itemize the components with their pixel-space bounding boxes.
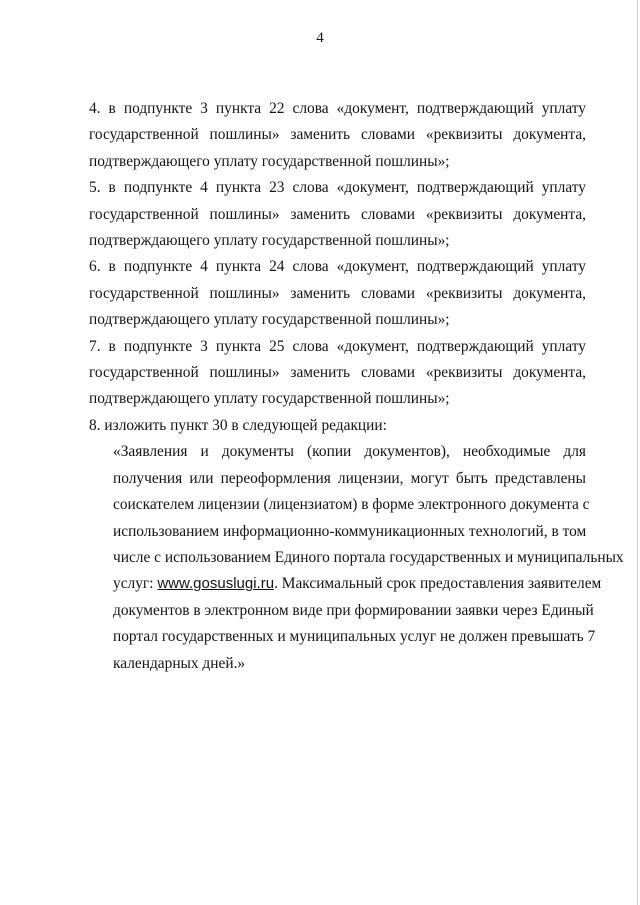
scan-edge-line xyxy=(637,0,638,905)
text-line: 8. изложить пункт 30 в следующей редакции: xyxy=(89,416,387,434)
text-line-with-link xyxy=(89,571,602,597)
text-line: государственной пошлины» заменить словами «реквизиты документа, xyxy=(89,364,586,382)
text-line: 4. в подпункте 3 пункта 22 слова «документ, подтверждающий уплату xyxy=(89,100,586,117)
text-line: «Заявления и документы (копии документов), необходимые для xyxy=(113,443,586,461)
text-line: государственной пошлины» заменить словами «реквизиты документа, xyxy=(89,126,586,144)
text-line: государственной пошлины» заменить словами «реквизиты документа, xyxy=(89,284,586,302)
text-line: 7. в подпункте 3 пункта 25 слова «документ, подтверждающий уплату xyxy=(89,337,586,355)
text-line: подтверждающего уплату государственной пошлины»; xyxy=(89,152,450,170)
amendment-item-6 xyxy=(89,254,586,333)
text-line: календарных дней.» xyxy=(113,654,246,672)
text-line: документов в электронном виде при формировании заявки через Единый xyxy=(113,601,594,619)
text-line: подтверждающего уплату государственной пошлины»; xyxy=(89,311,450,329)
amendment-item-4 xyxy=(89,96,586,175)
text-line: 6. в подпункте 4 пункта 24 слова «документ, подтверждающий уплату xyxy=(89,258,586,276)
amendment-item-7 xyxy=(89,334,586,413)
amendment-item-8 xyxy=(89,413,586,439)
text-line: использованием информационно-коммуникационных технологий, в том xyxy=(113,522,587,540)
text-line: подтверждающего уплату государственной пошлины»; xyxy=(89,232,450,250)
gosuslugi-link[interactable]: www.gosuslugi.ru xyxy=(157,575,275,593)
text-line: портал государственных и муниципальных услуг не должен превышать 7 xyxy=(113,628,596,646)
text-line: числе с использованием Единого портала государственных и муниципальных xyxy=(113,548,624,566)
text-line: получения или переоформления лицензии, могут быть представлены xyxy=(113,469,586,487)
text-line: 5. в подпункте 4 пункта 23 слова «документ, подтверждающий уплату xyxy=(89,179,586,197)
text-line: государственной пошлины» заменить словами «реквизиты документа, xyxy=(89,205,586,223)
link-prefix: услуг: xyxy=(113,575,158,593)
quoted-new-text xyxy=(89,439,624,677)
text-line: соискателем лицензии (лицензиатом) в форме электронного документа с xyxy=(113,496,590,514)
page-number: 4 xyxy=(316,30,324,46)
link-suffix: . Максимальный срок предоставления заявителем xyxy=(274,575,602,593)
amendment-item-5 xyxy=(89,175,586,254)
document-body xyxy=(89,96,624,677)
text-line: подтверждающего уплату государственной пошлины»; xyxy=(89,390,450,408)
